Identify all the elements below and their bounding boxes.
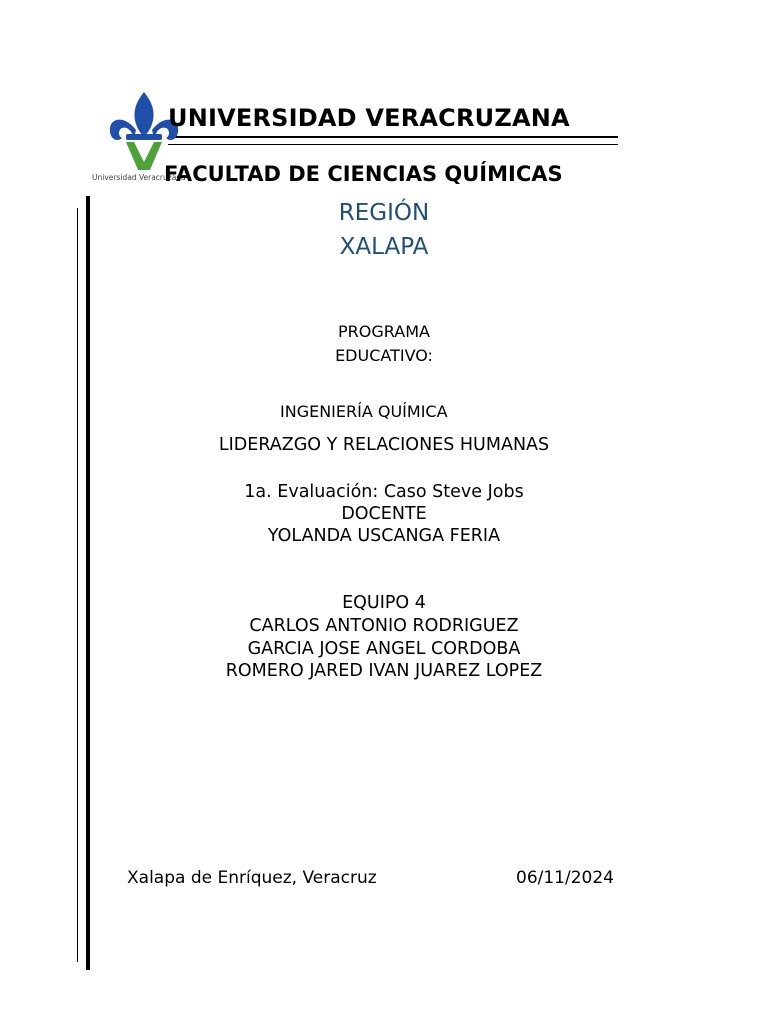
teacher-name: YOLANDA USCANGA FERIA [267, 526, 501, 546]
header-rule-thick [168, 136, 618, 138]
program-name: INGENIERÍA QUÍMICA [280, 402, 448, 421]
course-name: LIDERAZGO Y RELACIONES HUMANAS [218, 435, 550, 455]
team-member: CARLOS ANTONIO RODRIGUEZ [249, 616, 519, 636]
program-label-line1: PROGRAMA [338, 322, 430, 341]
header-rule-thin [168, 144, 618, 145]
region-name: XALAPA [339, 234, 429, 260]
footer-place: Xalapa de Enríquez, Veracruz [127, 868, 377, 888]
logo-caption: Universidad Veracruzana [92, 173, 186, 182]
team-member: ROMERO JARED IVAN JUAREZ LOPEZ [225, 661, 543, 681]
teacher-label: DOCENTE [341, 504, 427, 524]
team-label: EQUIPO 4 [342, 593, 426, 613]
university-name: UNIVERSIDAD VERACRUZANA [168, 104, 570, 132]
left-margin-thick-rule [86, 196, 90, 970]
program-label-line2: EDUCATIVO: [335, 346, 433, 365]
team-member: GARCIA JOSE ANGEL CORDOBA [247, 639, 521, 659]
faculty-name: FACULTAD DE CIENCIAS QUÍMICAS [164, 162, 563, 186]
footer-date: 06/11/2024 [516, 868, 614, 888]
evaluation-title: 1a. Evaluación: Caso Steve Jobs [244, 482, 524, 502]
region-label: REGIÓN [338, 200, 430, 226]
